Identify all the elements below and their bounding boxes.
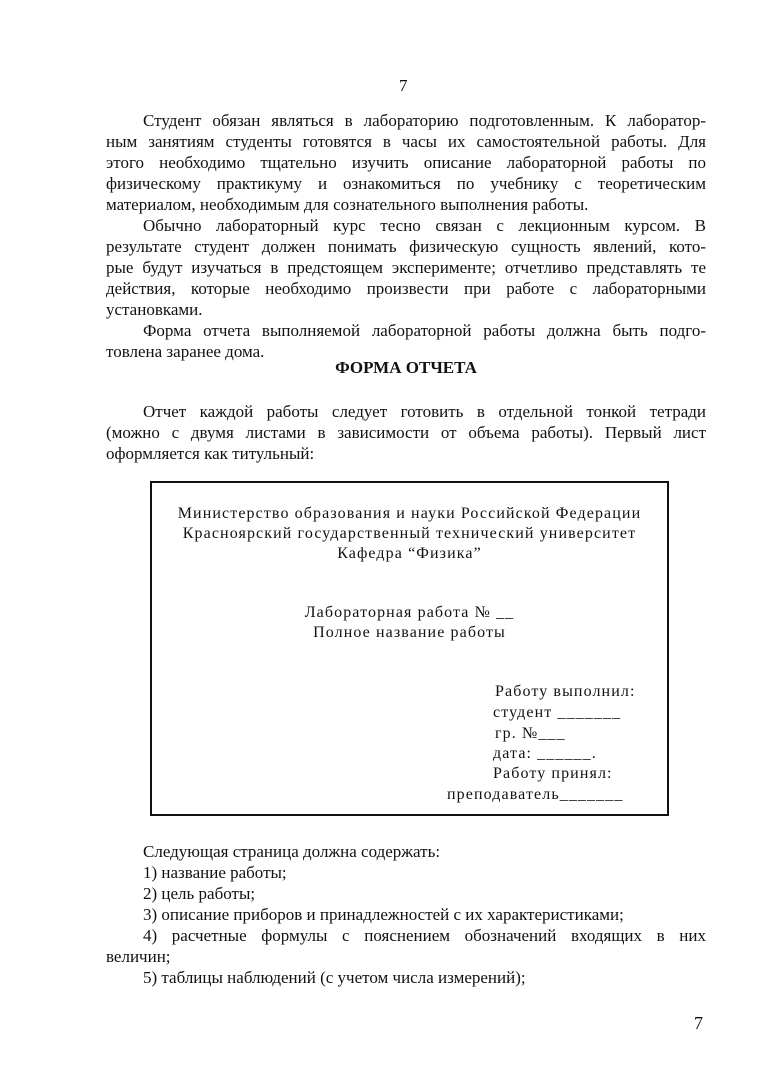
- section-heading: ФОРМА ОТЧЕТА: [335, 358, 477, 377]
- list-item: 2) цель работы;: [143, 884, 256, 903]
- text-line: Форма отчета выполняемой лабораторной работы должна быть подго-: [143, 321, 706, 340]
- list-item: 3) описание приборов и принадлежностей с их характеристиками;: [143, 905, 624, 924]
- text-line: действия, которые необходимо произвести при работе с лабораторными: [106, 279, 706, 298]
- text-line: Следующая страница должна содержать:: [143, 842, 441, 861]
- text-line: этого необходимо тщательно изучить описание лабораторной работы по: [106, 153, 706, 172]
- list-item: 1) название работы;: [143, 863, 287, 882]
- lab-work-name: Полное название работы: [313, 624, 506, 641]
- list-item: 5) таблицы наблюдений (с учетом числа измерений);: [143, 968, 526, 987]
- lab-work-number: Лабораторная работа № __: [304, 604, 515, 621]
- page-number-bottom: 7: [694, 1013, 703, 1033]
- group-field: гр. №___: [495, 725, 566, 742]
- text-line: ным занятиям студенты готовятся в часы их самостоятельной работы. Для: [106, 132, 706, 151]
- done-by-label: Работу выполнил:: [495, 683, 636, 700]
- text-line: результате студент должен понимать физическую сущность явлений, кото-: [106, 237, 706, 256]
- list-item: 4) расчетные формулы с пояснением обозначений входящих в них: [143, 926, 706, 945]
- date-field: дата: ______.: [493, 745, 597, 762]
- text-line: Отчет каждой работы следует готовить в отдельной тонкой тетради: [143, 402, 706, 421]
- list-item-continuation: величин;: [106, 947, 171, 966]
- text-line: товлена заранее дома.: [106, 342, 265, 361]
- department-line: Кафедра “Физика”: [337, 545, 482, 562]
- accepted-by-label: Работу принял:: [493, 765, 613, 782]
- text-line: Обычно лабораторный курс тесно связан с лекционным курсом. В: [143, 216, 706, 235]
- ministry-line: Министерство образования и науки Российской Федерации: [177, 505, 642, 522]
- text-line: материалом, необходимым для сознательного выполнения работы.: [106, 195, 589, 214]
- text-line: оформляется как титульный:: [106, 444, 315, 463]
- text-line: (можно с двумя листами в зависимости от объема работы). Первый лист: [106, 423, 706, 442]
- student-field: студент _______: [493, 704, 622, 721]
- page-number-top: 7: [399, 76, 408, 95]
- title-page-sample: [150, 481, 669, 816]
- text-line: Студент обязан являться в лабораторию подготовленным. К лаборатор-: [143, 111, 706, 130]
- text-line: установками.: [106, 300, 203, 319]
- university-line: Красноярский государственный технический университет: [182, 525, 637, 542]
- text-line: рые будут изучаться в предстоящем эксперименте; отчетливо представлять те: [106, 258, 706, 277]
- teacher-field: преподаватель_______: [447, 786, 624, 803]
- text-line: физическому практикуму и ознакомиться по учебнику с теоретическим: [106, 174, 706, 193]
